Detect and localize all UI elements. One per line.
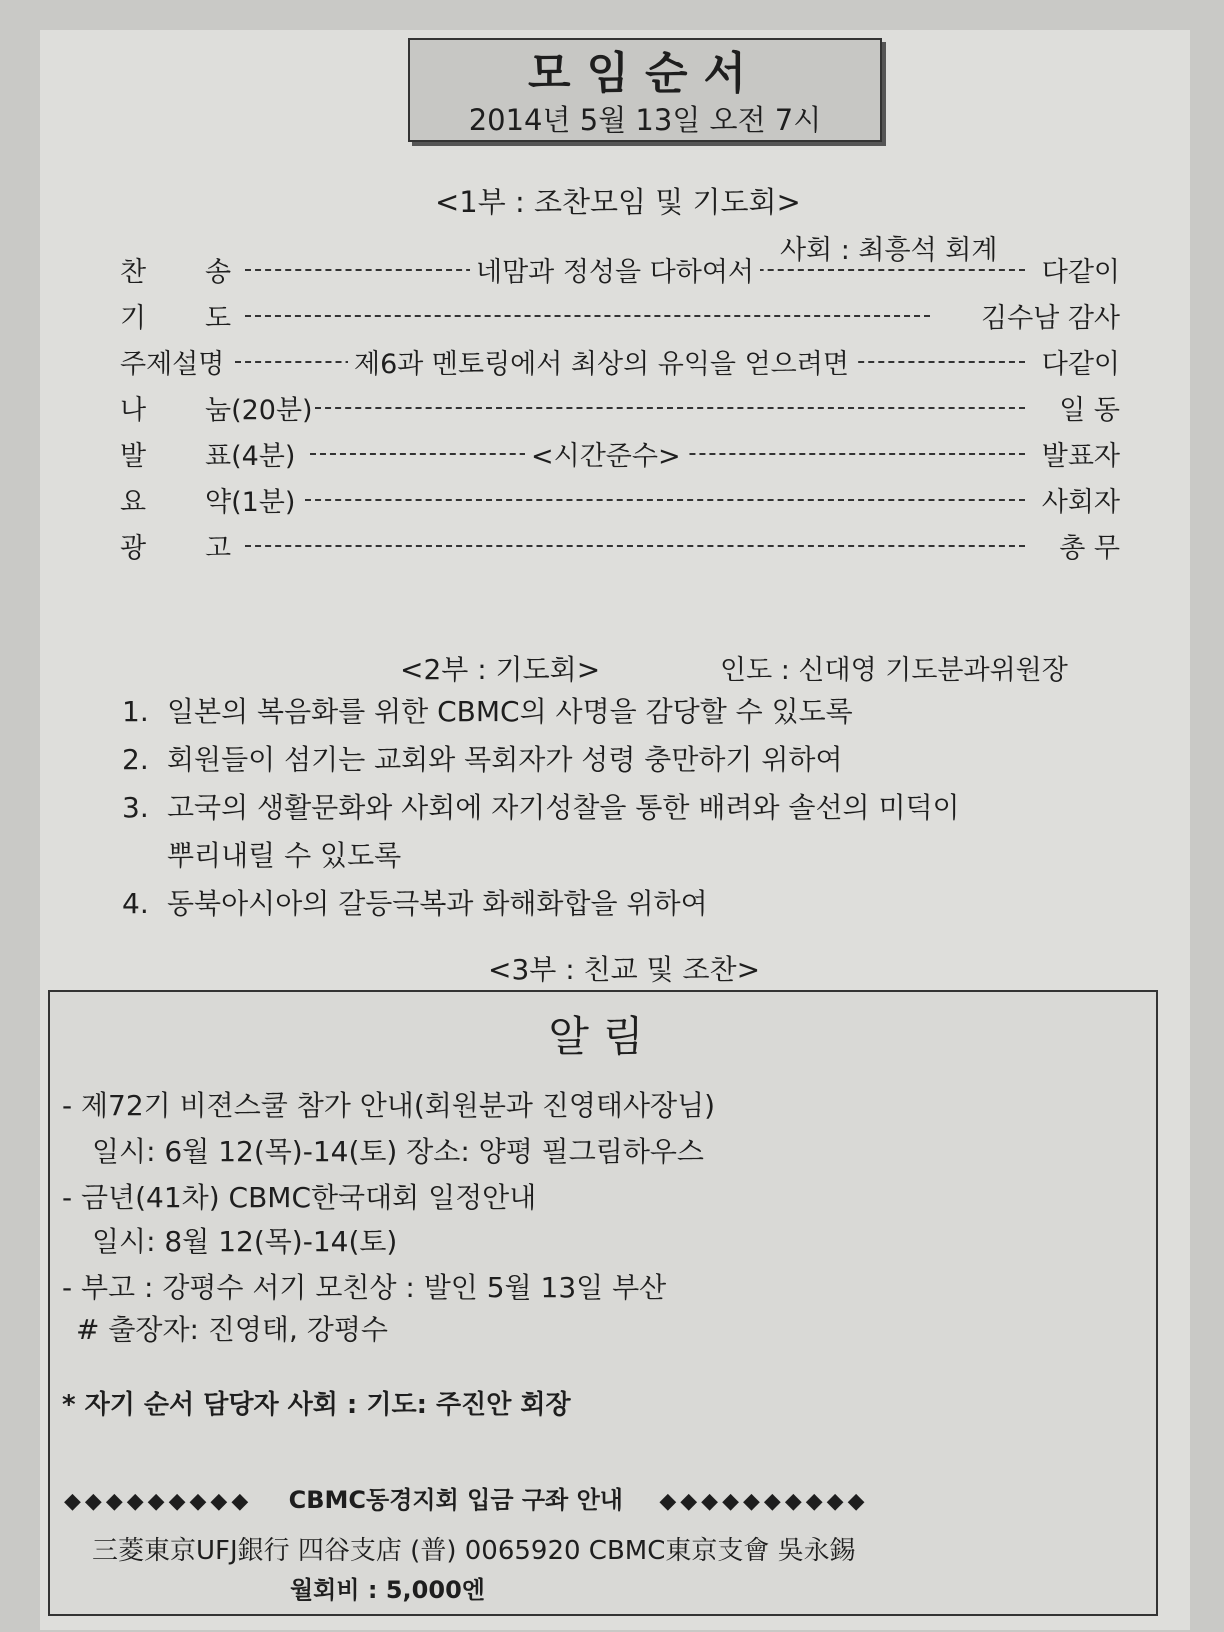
part2-title: <2부 : 기도회> (400, 653, 601, 686)
notice-box (48, 990, 1158, 1616)
notice-line-1: - 제72기 비젼스쿨 참가 안내(회원분과 진영태사장님) (62, 1089, 716, 1122)
notice-line-6: # 출장자: 진영태, 강평수 (76, 1313, 388, 1346)
prayer-item-1: 1. 일본의 복음화를 위한 CBMC의 사명을 감당할 수 있도록 (122, 695, 853, 728)
part3-title: <3부 : 친교 및 조찬> (488, 953, 761, 986)
prayer-item-4: 4. 동북아시아의 갈등극복과 화해화합을 위하여 (122, 887, 708, 920)
bank-header-text: CBMC동경지회 입금 구좌 안내 (288, 1486, 623, 1514)
title-box (408, 38, 882, 142)
notice-line-3: - 금년(41차) CBMC한국대회 일정안내 (62, 1181, 537, 1214)
prayer-item-3: 3. 고국의 생활문화와 사회에 자기성찰을 통한 배려와 솔선의 미덕이 뿌리내릴 수 있도록 (122, 791, 960, 872)
page-title: 모임순서 (527, 48, 762, 99)
part1-title: <1부 : 조찬모임 및 기도회> (435, 185, 801, 219)
bank-account: 三菱東京UFJ銀行 四谷支店 (普) 0065920 CBMC東京支會 吳永錫 (92, 1536, 856, 1566)
program-row-topic: 주제설명 제6과 멘토링에서 최상의 유익을 얻으려면 다같이 (120, 342, 1120, 382)
program-row-hymn: 찬 송 네맘과 정성을 다하여서 다같이 (120, 250, 1120, 290)
diamond-bullets-right: ◆◆◆◆◆◆◆◆◆◆ (659, 1489, 869, 1514)
prayer-item-2: 2. 회원들이 섬기는 교회와 목회자가 성령 충만하기 위하여 (122, 743, 843, 776)
program-row-summary: 요 약(1분) 사회자 (120, 480, 1120, 520)
bank-header (64, 1480, 869, 1515)
program-row-presentation: 발 표(4분) <시간준수> 발표자 (120, 434, 1120, 474)
monthly-fee: 월회비 : 5,000엔 (290, 1576, 485, 1604)
diamond-bullets-left: ◆◆◆◆◆◆◆◆◆ (64, 1489, 253, 1514)
program-row-prayer: 기 도 김수남 감사 (120, 296, 1120, 336)
meeting-datetime: 2014년 5월 13일 오전 7시 (468, 103, 822, 137)
duty-line: * 자기 순서 담당자 사회 : 기도: 주진안 회장 (62, 1390, 571, 1420)
notice-line-5: - 부고 : 강평수 서기 모친상 : 발인 5월 13일 부산 (62, 1271, 667, 1304)
part1-host: 사회 : 최흥석 회계 (780, 235, 998, 266)
part2-leader: 인도 : 신대영 기도분과위원장 (720, 655, 1068, 686)
notice-title: 알림 (548, 1012, 658, 1061)
notice-line-4: 일시: 8월 12(목)-14(토) (92, 1225, 398, 1258)
program-row-sharing: 나 눔(20분) 일 동 (120, 388, 1120, 428)
notice-line-2: 일시: 6월 12(목)-14(토) 장소: 양평 필그림하우스 (92, 1135, 704, 1168)
program-row-announcement: 광 고 총 무 (120, 526, 1120, 566)
